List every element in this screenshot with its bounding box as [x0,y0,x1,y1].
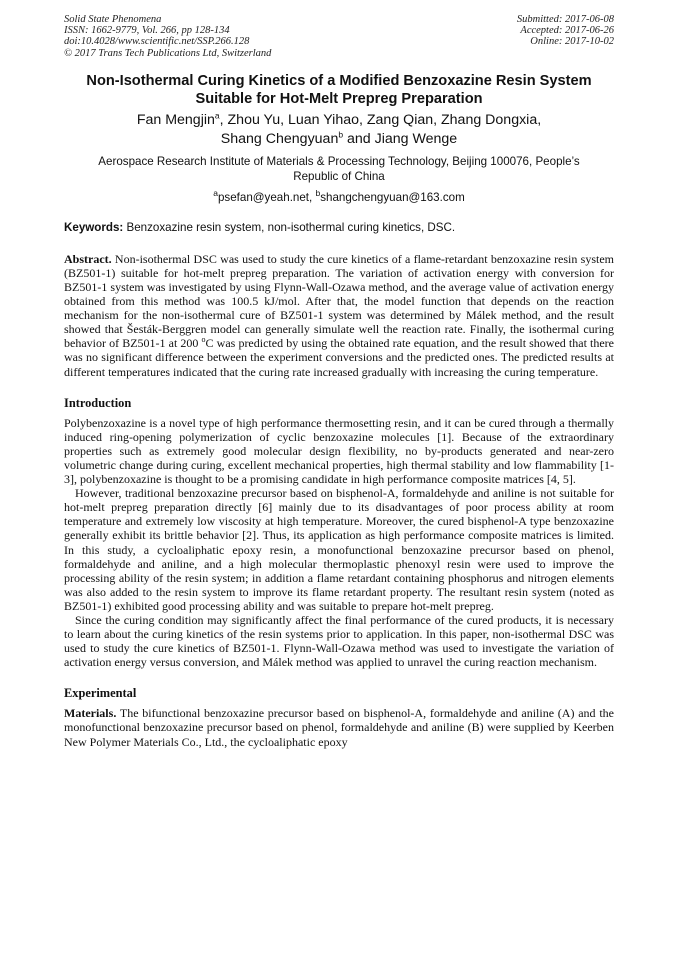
abstract-text: C was predicted by using the obtained rate equation, and the result showed that there was no significant difference between the experiment conversions and the predicted ones. The predicted results at different temperatures indicated that the curing rate increased gradually with increasing the curing temperature. [64,336,615,379]
authors-line-2 [64,130,614,149]
abstract-text: Non-isothermal DSC was used to study the cure kinetics of a flame-retardant benzoxazine resin system (BZ501-1) suitable for hot-melt prepreg preparation. The variation of activation energy with conversion for BZ501-1 system was investigated by using Flynn-Wall-Ozawa method, and the average value of activation energy obtained from this method was 100.5 kJ/mol. After that, the model function that depends on the reaction mechanism for the non-isothermal cure of BZ501-1 system was determined by Málek method, and the result showed that Šesták-Berggren model can generally simulate well the reaction rate. Finally, the isothermal curing behavior of BZ501-1 at 200 [64,251,614,351]
keywords-label: Keywords: [64,220,124,234]
journal-name: Solid State Phenomena [64,14,162,25]
online-date: Online: 2017-10-02 [530,36,614,48]
affiliation-mark: b [338,129,344,140]
dates-info [517,14,614,59]
materials-label: Materials. [64,706,117,721]
doi-line: doi:10.4028/www.scientific.net/SSP.266.128 [64,36,250,48]
author-emails [64,187,614,205]
journal-header [64,14,614,59]
section-heading: Experimental [64,686,137,701]
title-line-2: Suitable for Hot-Melt Prepreg Preparation [195,90,483,107]
paper-page [64,14,614,749]
authors-line-1 [64,111,614,130]
author-list [64,111,614,149]
affiliation [64,154,614,184]
copyright-line: © 2017 Trans Tech Publications Ltd, Switzerland [64,47,272,59]
paragraph: Since the curing condition may significantly affect the final performance of the cured products, it is necessary to learn about the curing kinetics of the resin systems prior to application. In this paper, non-isothermal DSC was used to study the cure kinetics of BZ501-1. Flynn-Wall-Ozawa method was used to investigate the variation of activation energy versus conversion, and Málek method was applied to unravel the curing reaction mechanism. [64,612,614,670]
author-names: , Zhou Yu, Luan Yihao, Zang Qian, Zhang Dongxia, [219,111,542,128]
keywords [64,220,614,235]
section-heading: Introduction [64,395,132,410]
paragraph [64,706,614,748]
author-name: Shang Chengyuan [220,130,339,147]
title-line-1: Non-Isothermal Curing Kinetics of a Modified Benzoxazine Resin System [86,72,592,89]
email-link[interactable]: shangchengyuan@163.com [320,190,465,204]
affiliation-mark: a [214,110,220,121]
affiliation-line-1: Aerospace Research Institute of Materials & Processing Technology, Beijing 100076, People’s [98,154,580,168]
degree-mark: o [201,335,206,345]
submitted-date: Submitted: 2017-06-08 [516,14,614,25]
abstract-label: Abstract. [64,251,112,266]
journal-info [64,14,271,59]
email-mark: a [213,187,218,198]
paragraph: Polybenzoxazine is a novel type of high performance thermosetting resin, and it can be cured through a thermally induced ring-opening polymerization of cyclic benzoxazine molecules [1]. Because of the extraordinary properties such as extremely good molecular design flexibility, no by-products generated and near-zero volumetric change during curing, excellent mechanical properties, high thermal stability and low flammability [1-3], polybenzoxazine is thought to be a promising candidate in high performance composite matrices [4, 5]. [64,415,614,487]
author-name: Fan Mengjin [136,111,215,128]
affiliation-line-2: Republic of China [293,169,385,183]
issn-line: ISSN: 1662-9779, Vol. 266, pp 128-134 [64,25,230,37]
materials-text: The bifunctional benzoxazine precursor based on bisphenol-A, formaldehyde and aniline (A) and the monofunctional benzoxazine precursor based on phenol, formaldehyde and aniline (B) were supplied by Keerben New Polymer Materials Co., Ltd., the cycloaliphatic epoxy [64,706,614,749]
abstract [64,252,614,379]
email-mark: b [315,187,321,198]
accepted-date: Accepted: 2017-06-26 [520,25,614,37]
paragraph: However, traditional benzoxazine precursor based on bisphenol-A, formaldehyde and aniline is not suitable for hot-melt prepreg preparation directly [6] mainly due to its disadvantages of poor process ability at room temperature and extremely low viscosity at high temperature. Moreover, the cured bisphenol-A type benzoxazine generally exhibit its brittle behavior [2]. Thus, its application as high performance composite matrices is limited. In this study, a cycloaliphatic epoxy resin, a monofunctional benzoxazine precursor based on phenol, formaldehyde and aniline, and a high molecular thermoplastic phenoxyl resin were used to improve the processing ability of the resin system; in addition a flame retardant containing phosphorus and nitrogen elements was also added to the resin system to improve its flame retardant property. The resultant resin system (noted as BZ501-1) exhibited good processing ability and was suitable to prepare hot-melt prepreg. [64,486,614,613]
keywords-text: Benzoxazine resin system, non-isothermal curing kinetics, DSC. [123,220,456,234]
paper-title [64,72,614,108]
email-link[interactable]: psefan@yeah.net, [217,190,316,204]
author-names: and Jiang Wenge [343,130,458,147]
